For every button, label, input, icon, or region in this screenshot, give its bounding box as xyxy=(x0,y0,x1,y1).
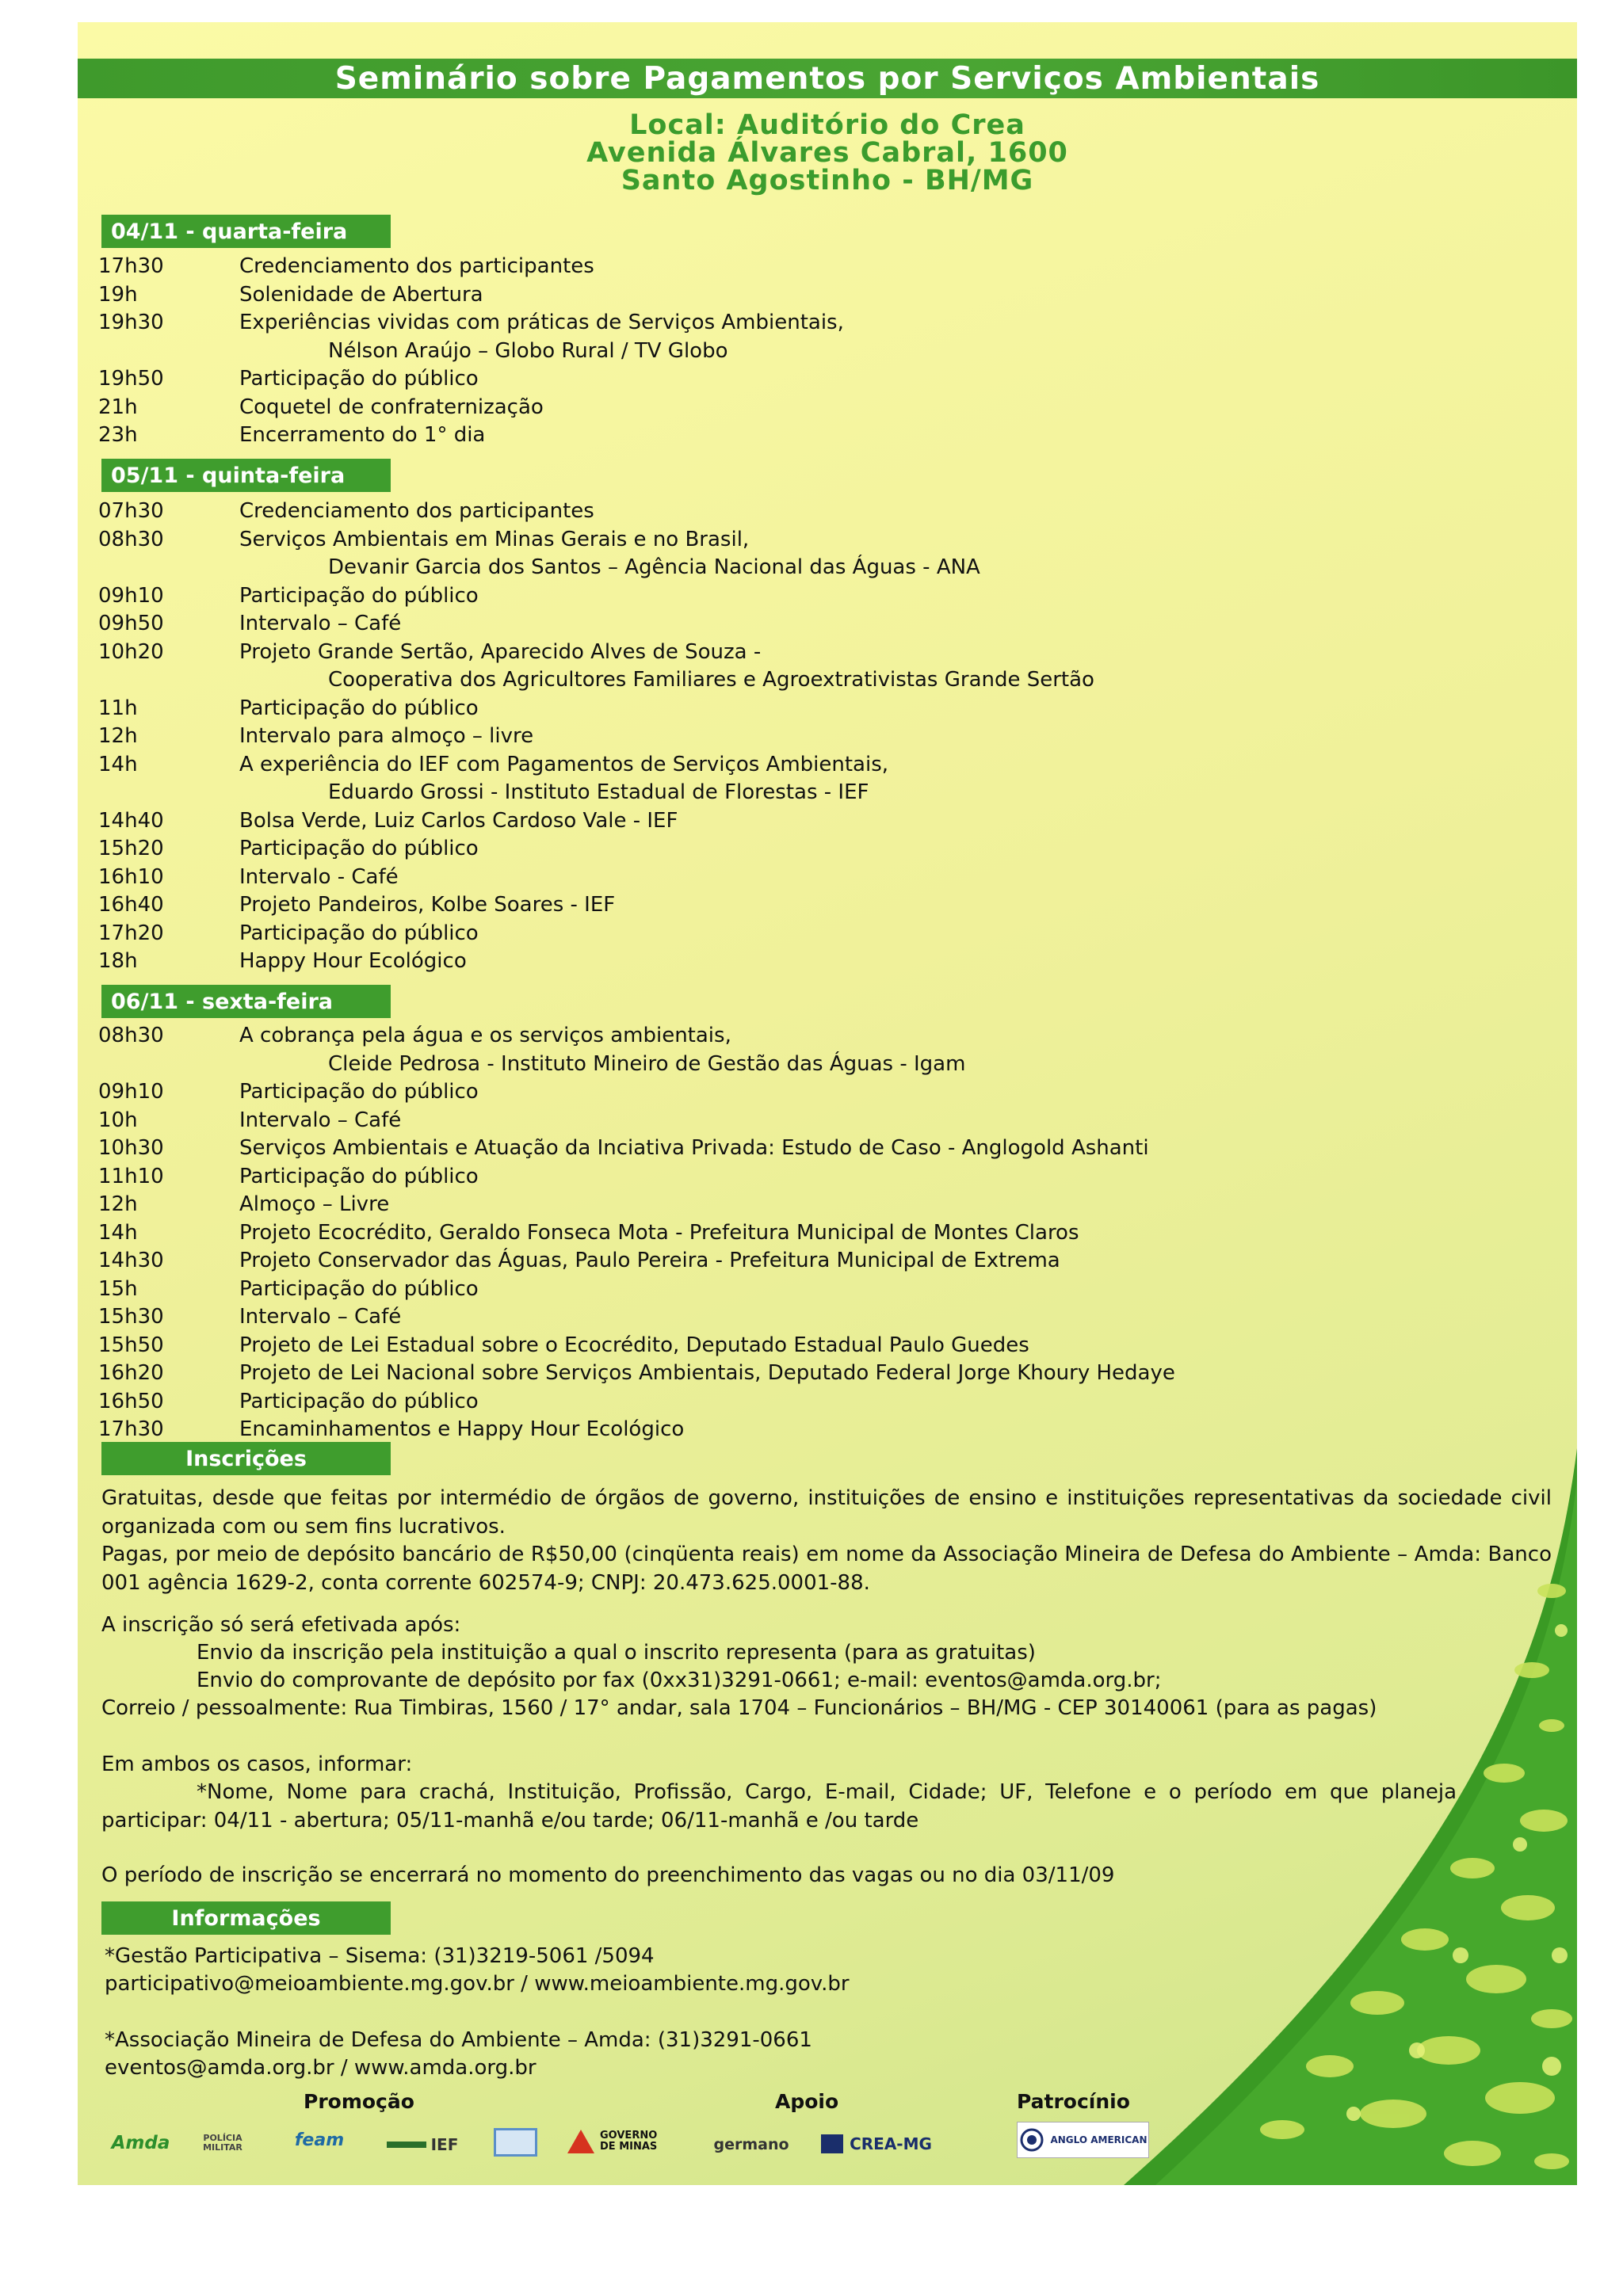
schedule-time: 10h30 xyxy=(98,1136,164,1160)
inscricoes-ambos: Em ambos os casos, informar: xyxy=(101,1753,413,1776)
schedule-description: Serviços Ambientais e Atuação da Inciativa Privada: Estudo de Caso - Anglogold Ashanti xyxy=(239,1136,1149,1160)
schedule-time: 16h10 xyxy=(98,864,164,889)
schedule-time: 14h40 xyxy=(98,808,164,833)
policia-militar-logo: POLÍCIA MILITAR xyxy=(203,2133,242,2153)
schedule-time: 12h xyxy=(98,1192,138,1216)
schedule-description: Projeto de Lei Estadual sobre o Ecocrédito, Deputado Estadual Paulo Guedes xyxy=(239,1333,1029,1357)
schedule-time: 14h30 xyxy=(98,1249,164,1272)
schedule-time: 15h20 xyxy=(98,837,164,860)
schedule-speaker: Cleide Pedrosa - Instituto Mineiro de Gestão das Águas - Igam xyxy=(328,1051,966,1076)
schedule-speaker: Nélson Araújo – Globo Rural / TV Globo xyxy=(328,338,728,363)
schedule-time: 12h xyxy=(98,724,138,748)
informacoes-amda-web: eventos@amda.org.br / www.amda.org.br xyxy=(105,2056,537,2080)
schedule-description: Encerramento do 1° dia xyxy=(239,423,486,447)
schedule-time: 09h50 xyxy=(98,612,164,635)
location-line-1: Local: Auditório do Crea xyxy=(629,109,1025,141)
informacoes-amda: *Associação Mineira de Defesa do Ambiente – Amda: (31)3291-0661 xyxy=(105,2028,812,2052)
schedule-time: 10h20 xyxy=(98,639,164,664)
germano-logo: germano xyxy=(713,2136,789,2153)
schedule-description: Credenciamento dos participantes xyxy=(239,254,594,278)
schedule-description: Coquetel de confraternização xyxy=(239,395,544,419)
schedule-description: Almoço – Livre xyxy=(239,1192,390,1216)
schedule-time: 09h10 xyxy=(98,583,164,608)
schedule-description: Intervalo – Café xyxy=(239,1305,402,1329)
feam-logo: feam xyxy=(294,2130,345,2150)
schedule-description: Participação do público xyxy=(239,1164,479,1188)
schedule-description: Serviços Ambientais em Minas Gerais e no Brasil, xyxy=(239,527,750,551)
schedule-description: Intervalo – Café xyxy=(239,1108,402,1132)
page-title: Seminário sobre Pagamentos por Serviços Ambientais xyxy=(334,60,1320,97)
schedule-description: Projeto Ecocrédito, Geraldo Fonseca Mota - Prefeitura Municipal de Montes Claros xyxy=(239,1220,1079,1245)
schedule-description: Bolsa Verde, Luiz Carlos Cardoso Vale - IEF xyxy=(239,808,678,833)
schedule-description: Credenciamento dos participantes xyxy=(239,499,594,523)
inscricoes-gratuitas: Gratuitas, desde que feitas por intermédio de órgãos de governo, instituições de ensino e instituições representativas da sociedade civil organizada com ou sem fins lucrativos. xyxy=(101,1486,1552,1539)
day3-header: 06/11 - sexta-feira xyxy=(101,985,391,1018)
governo-de-minas-logo: GOVERNO DE MINAS xyxy=(561,2125,676,2158)
inscricoes-envio-2: Envio do comprovante de depósito por fax (0xx31)3291-0661; e-mail: eventos@amda.org.br; xyxy=(197,1669,1162,1692)
schedule-description: Projeto Conservador das Águas, Paulo Pereira - Prefeitura Municipal de Extrema xyxy=(239,1249,1060,1272)
schedule-speaker: Cooperativa dos Agricultores Familiares e Agroextrativistas Grande Sertão xyxy=(328,668,1094,692)
inscricoes-periodo: O período de inscrição se encerrará no momento do preenchimento das vagas ou no dia 03/11/09 xyxy=(101,1863,1115,1887)
schedule-time: 09h10 xyxy=(98,1080,164,1104)
schedule-time: 19h30 xyxy=(98,311,164,334)
schedule-time: 17h20 xyxy=(98,921,164,945)
schedule-time: 18h xyxy=(98,949,138,973)
schedule-description: Participação do público xyxy=(239,583,479,608)
anglo-american-logo: ANGLO AMERICAN xyxy=(1017,2122,1149,2158)
schedule-speaker: Eduardo Grossi - Instituto Estadual de Florestas - IEF xyxy=(328,780,869,804)
inscricoes-header: Inscrições xyxy=(101,1442,391,1475)
schedule-time: 11h xyxy=(98,696,138,720)
schedule-time: 11h10 xyxy=(98,1164,164,1188)
schedule-description: Solenidade de Abertura xyxy=(239,282,483,307)
schedule-description: A cobrança pela água e os serviços ambientais, xyxy=(239,1024,731,1047)
patrocinio-heading: Patrocínio xyxy=(1017,2090,1130,2113)
schedule-time: 16h20 xyxy=(98,1361,164,1385)
schedule-time: 10h xyxy=(98,1108,138,1132)
schedule-time: 14h xyxy=(98,1220,138,1245)
schedule-time: 07h30 xyxy=(98,499,164,523)
schedule-time: 17h30 xyxy=(98,254,164,278)
anglo-american-icon xyxy=(1018,2128,1045,2152)
schedule-description: Participação do público xyxy=(239,1080,479,1104)
schedule-description: Projeto Pandeiros, Kolbe Soares - IEF xyxy=(239,893,616,917)
amda-logo: Amda xyxy=(111,2133,170,2153)
inscricoes-efetivada: A inscrição só será efetivada após: xyxy=(101,1613,461,1637)
schedule-description: Participação do público xyxy=(239,1276,479,1301)
day2-header: 05/11 - quinta-feira xyxy=(101,459,391,492)
inscricoes-pagas: Pagas, por meio de depósito bancário de R$50,00 (cinqüenta reais) em nome da Associação Mineira de Defesa do Ambiente – Amda: Banco 001 agência 1629-2, conta corrente 602574-9; CNPJ: 20.473.625.0001-88. xyxy=(101,1543,1552,1595)
coat-of-arms-icon xyxy=(494,2128,537,2157)
ief-logo: IEF xyxy=(379,2133,466,2157)
schedule-description: Intervalo - Café xyxy=(239,864,399,889)
schedule-description: Experiências vividas com práticas de Serviços Ambientais, xyxy=(239,311,844,334)
informacoes-sisema: *Gestão Participativa – Sisema: (31)3219-5061 /5094 xyxy=(105,1944,655,1968)
schedule-time: 15h xyxy=(98,1276,138,1301)
schedule-description: Happy Hour Ecológico xyxy=(239,949,467,973)
inscricoes-nome: *Nome, Nome para crachá, Instituição, Profissão, Cargo, E-mail, Cidade; UF, Telefone e o período em que planeja participar: 04/11 - abertura; 05/11-manhã e/ou tarde; 06/11-manhã e /ou tarde xyxy=(101,1780,1457,1833)
schedule-time: 16h40 xyxy=(98,893,164,917)
inscricoes-envio-1: Envio da inscrição pela instituição a qual o inscrito representa (para as gratuitas) xyxy=(197,1641,1036,1665)
schedule-description: Encaminhamentos e Happy Hour Ecológico xyxy=(239,1417,685,1441)
schedule-time: 19h50 xyxy=(98,367,164,391)
schedule-speaker: Devanir Garcia dos Santos – Agência Nacional das Águas - ANA xyxy=(328,555,980,579)
schedule-time: 08h30 xyxy=(98,1024,164,1047)
schedule-description: Participação do público xyxy=(239,837,479,860)
schedule-time: 14h xyxy=(98,752,138,776)
crea-mg-logo: CREA-MG xyxy=(805,2131,948,2157)
schedule-description: Projeto Grande Sertão, Aparecido Alves de Souza - xyxy=(239,639,762,664)
schedule-description: Projeto de Lei Nacional sobre Serviços Ambientais, Deputado Federal Jorge Khoury Hedaye xyxy=(239,1361,1175,1385)
schedule-description: Participação do público xyxy=(239,921,479,945)
schedule-time: 08h30 xyxy=(98,527,164,551)
schedule-time: 15h50 xyxy=(98,1333,164,1357)
schedule-description: A experiência do IEF com Pagamentos de Serviços Ambientais, xyxy=(239,752,889,776)
location-line-2: Avenida Álvares Cabral, 1600 xyxy=(586,137,1068,169)
schedule-description: Participação do público xyxy=(239,367,479,391)
schedule-description: Participação do público xyxy=(239,1389,479,1413)
informacoes-sisema-web: participativo@meioambiente.mg.gov.br / www.meioambiente.mg.gov.br xyxy=(105,1972,850,1996)
poster xyxy=(78,22,1577,2185)
schedule-time: 19h xyxy=(98,282,138,307)
schedule-description: Participação do público xyxy=(239,696,479,720)
schedule-time: 21h xyxy=(98,395,138,419)
day1-header: 04/11 - quarta-feira xyxy=(101,215,391,248)
schedule-description: Intervalo – Café xyxy=(239,612,402,635)
schedule-time: 23h xyxy=(98,423,138,447)
schedule-time: 16h50 xyxy=(98,1389,164,1413)
title-bar xyxy=(78,59,1577,98)
inscricoes-correio: Correio / pessoalmente: Rua Timbiras, 1560 / 17° andar, sala 1704 – Funcionários – BH/MG - CEP 30140061 (para as pagas) xyxy=(101,1696,1377,1720)
schedule-description: Intervalo para almoço – livre xyxy=(239,724,534,748)
triangle-icon xyxy=(566,2128,596,2155)
schedule-time: 15h30 xyxy=(98,1305,164,1329)
apoio-heading: Apoio xyxy=(775,2090,839,2113)
schedule-time: 17h30 xyxy=(98,1417,164,1441)
location-line-3: Santo Agostinho - BH/MG xyxy=(621,165,1034,196)
informacoes-header: Informações xyxy=(101,1901,391,1935)
promocao-heading: Promoção xyxy=(304,2090,414,2113)
